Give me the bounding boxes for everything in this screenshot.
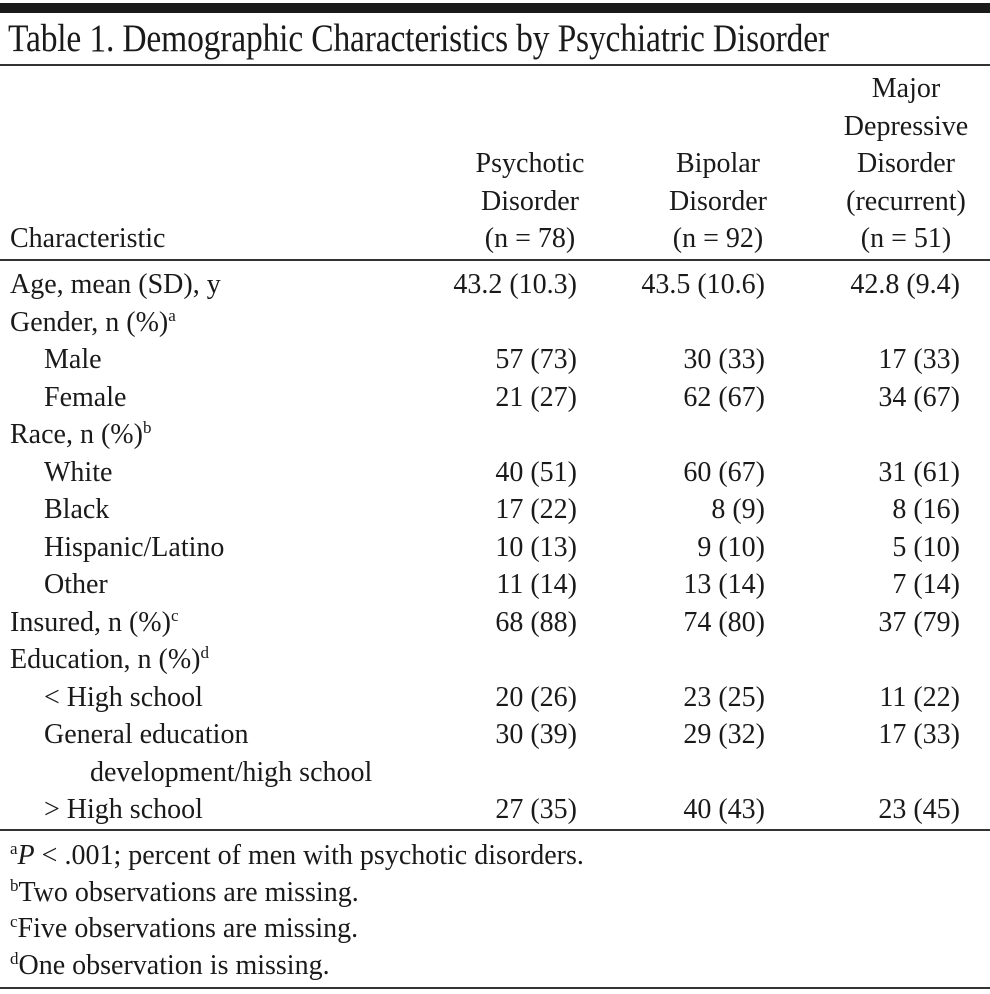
row-label <box>44 341 102 379</box>
row-label-text: White <box>44 456 113 488</box>
header-line: Disorder <box>481 185 579 217</box>
table-row <box>0 566 990 604</box>
table-row <box>0 716 990 754</box>
cell-value: 17 (33) <box>878 719 960 750</box>
footnote-marker: b <box>142 418 152 437</box>
cell-value: 31 (61) <box>878 456 960 488</box>
cell-value: 43.5 (10.6) <box>641 269 765 300</box>
cell-value: 62 (67) <box>683 381 765 413</box>
cell-value: 57 (73) <box>495 344 577 375</box>
row-label <box>90 754 372 792</box>
footnote-marker: d <box>200 643 209 662</box>
cell-value: 7 (14) <box>892 569 960 600</box>
row-label <box>44 454 112 492</box>
row-label <box>44 716 248 754</box>
row-label-text: Hispanic/Latino <box>44 531 225 563</box>
title-rule <box>0 64 990 66</box>
row-label-text: Age, mean (SD), y <box>10 269 221 300</box>
footnote-text: Two observations are missing. <box>18 876 359 908</box>
cell-value: 13 (14) <box>683 569 765 600</box>
footnote-text: Five observations are missing. <box>17 913 359 944</box>
cell-value: 30 (33) <box>683 344 765 375</box>
row-label <box>44 679 203 717</box>
cell-value: 27 (35) <box>495 794 577 825</box>
cell-value: 74 (80) <box>683 606 765 638</box>
cell-value: 60 (67) <box>683 456 765 488</box>
row-label <box>10 304 176 342</box>
table-row <box>0 641 990 679</box>
cell-value: 17 (33) <box>878 344 960 375</box>
row-label <box>10 266 221 304</box>
header-psychotic-disorder <box>450 145 610 258</box>
header-line: Disorder <box>857 148 955 179</box>
bottom-rule <box>0 987 990 989</box>
table-row <box>0 754 990 792</box>
table-row <box>0 604 990 642</box>
cell-value: 40 (43) <box>683 794 765 825</box>
row-label <box>44 791 203 829</box>
cell-value: 8 (16) <box>892 494 960 525</box>
header-line: Disorder <box>669 185 767 217</box>
table-row <box>0 304 990 342</box>
table-row <box>0 416 990 454</box>
table-row <box>0 379 990 417</box>
cell-value: 8 (9) <box>711 494 765 525</box>
row-label-text: Education, n (%) <box>10 644 201 675</box>
cell-value: 29 (32) <box>683 719 765 750</box>
footnote <box>10 838 584 875</box>
cell-value: 40 (51) <box>495 456 577 488</box>
cell-value: 23 (25) <box>683 681 765 713</box>
header-major-depressive-disorder <box>816 70 990 258</box>
row-label-text: < High school <box>44 681 203 713</box>
top-thick-rule <box>0 3 990 13</box>
table-row <box>0 679 990 717</box>
cell-value: 30 (39) <box>495 719 577 750</box>
cell-value: 11 (14) <box>496 569 577 600</box>
table-row <box>0 341 990 379</box>
row-label-text: Other <box>44 569 108 600</box>
header-line: (n = 78) <box>484 223 576 254</box>
row-label-text: Gender, n (%) <box>10 306 169 338</box>
row-label-text: Race, n (%) <box>10 419 143 450</box>
row-label <box>10 604 179 642</box>
table-row <box>0 529 990 567</box>
table-row <box>0 491 990 529</box>
footnote-marker: c <box>170 605 179 625</box>
row-label <box>44 529 224 567</box>
row-label-text: > High school <box>44 794 203 825</box>
cell-value: 43.2 (10.3) <box>453 269 577 300</box>
header-line: (n = 51) <box>860 223 952 254</box>
footnote-text: One observation is missing. <box>18 949 330 981</box>
row-label <box>10 416 151 454</box>
cell-value: 21 (27) <box>495 381 577 413</box>
header-bipolar-disorder <box>638 145 798 258</box>
row-label-text: Black <box>44 494 110 525</box>
row-label <box>44 491 109 529</box>
table-row <box>0 791 990 829</box>
row-label-text: Female <box>44 381 127 413</box>
footnote <box>10 948 584 985</box>
header-line: Major <box>871 73 941 104</box>
row-label <box>44 566 108 604</box>
table-title: Table 1. Demographic Characteristics by Psychiatric Disorder <box>8 17 829 60</box>
row-label-text: General education <box>44 719 249 750</box>
row-label <box>10 641 209 679</box>
header-line: (recurrent) <box>846 185 966 217</box>
cell-value: 23 (45) <box>878 794 960 825</box>
footnote <box>10 911 584 948</box>
footnote-marker: d <box>10 948 19 968</box>
footnote-marker: c <box>10 912 18 931</box>
cell-value: 20 (26) <box>495 681 577 713</box>
cell-value: 9 (10) <box>697 531 765 563</box>
row-label-text: development/high school <box>90 756 373 788</box>
cell-value: 5 (10) <box>892 531 960 563</box>
header-line: Depressive <box>843 110 969 142</box>
table-body <box>0 266 990 829</box>
cell-value: 37 (79) <box>878 606 960 638</box>
table-row <box>0 454 990 492</box>
footnote-text: < .001; percent of men with psychotic disorders. <box>34 840 584 871</box>
body-rule <box>0 829 990 831</box>
cell-value: 42.8 (9.4) <box>850 269 960 300</box>
cell-value: 34 (67) <box>878 381 960 413</box>
header-line: Bipolar <box>676 148 760 179</box>
footnotes <box>10 838 584 984</box>
header-rule <box>0 259 990 261</box>
header-characteristic: Characteristic <box>10 223 166 254</box>
header-line: Psychotic <box>475 148 585 179</box>
cell-value: 11 (22) <box>879 681 960 713</box>
row-label-text: Insured, n (%) <box>10 606 171 638</box>
row-label <box>44 379 126 417</box>
cell-value: 17 (22) <box>495 494 577 525</box>
footnote-marker: a <box>168 305 176 325</box>
cell-value: 68 (88) <box>495 606 577 638</box>
header-line: (n = 92) <box>672 223 764 254</box>
footnote-marker: b <box>10 875 19 895</box>
footnote-italic: P <box>17 840 35 871</box>
footnote-marker: a <box>10 839 18 858</box>
row-label-text: Male <box>44 344 102 375</box>
footnote <box>10 875 584 912</box>
cell-value: 10 (13) <box>495 531 577 563</box>
table-row <box>0 266 990 304</box>
